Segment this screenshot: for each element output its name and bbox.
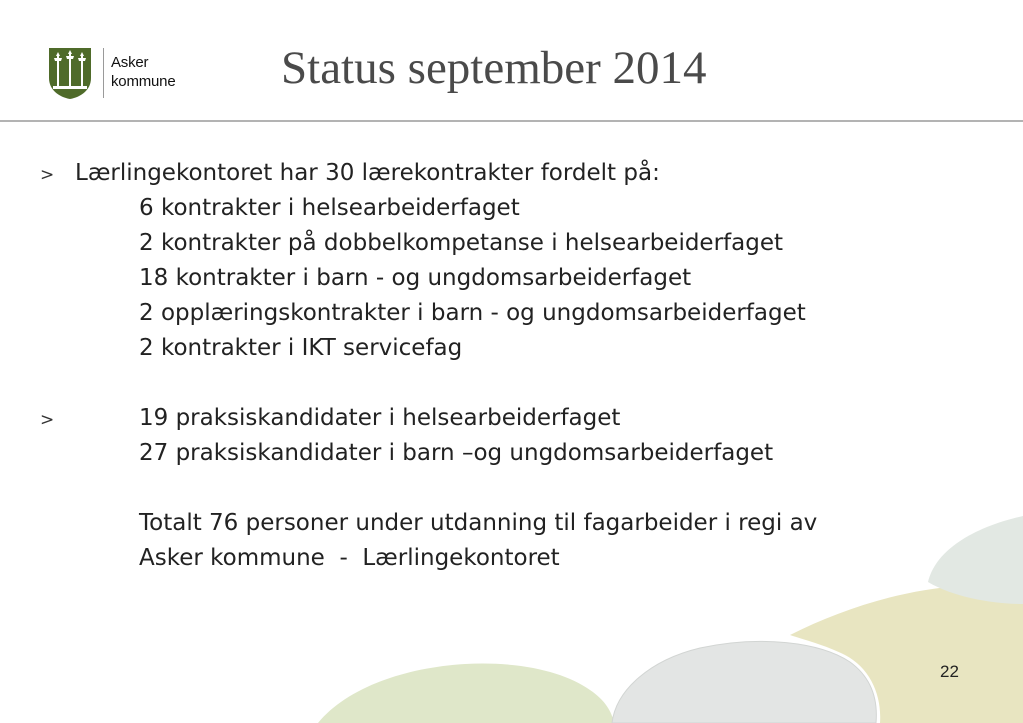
section1-item-4: 2 opplæringskontrakter i barn - og ungdomsarbeiderfaget — [139, 300, 806, 326]
decorative-blob-grey — [612, 641, 876, 723]
section1-item-5: 2 kontrakter i IKT servicefag — [139, 335, 463, 361]
summary-line-2: Asker kommune - Lærlingekontoret — [139, 545, 560, 571]
logo-line-kommune: kommune — [111, 73, 176, 90]
section1-item-2: 2 kontrakter på dobbelkompetanse i helsearbeiderfaget — [139, 230, 783, 256]
logo-line-asker: Asker — [111, 54, 149, 71]
bullet-marker-2: > — [40, 410, 55, 430]
bullet-marker-1: > — [40, 165, 55, 185]
logo-wordmark — [111, 53, 175, 91]
logo-divider — [103, 48, 104, 98]
asker-kommune-emblem-icon — [47, 46, 93, 100]
decorative-blob-green — [318, 664, 614, 723]
section2-item-1: 19 praksiskandidater i helsearbeiderfaget — [139, 405, 621, 431]
header-divider — [0, 120, 1023, 122]
asker-kommune-logo — [47, 46, 187, 102]
slide-number: 22 — [940, 662, 959, 681]
summary-line-1: Totalt 76 personer under utdanning til fagarbeider i regi av — [139, 510, 818, 536]
slide-title: Status september 2014 — [281, 42, 707, 94]
section1-heading: Lærlingekontoret har 30 lærekontrakter fordelt på: — [75, 160, 660, 186]
section2-item-2: 27 praksiskandidater i barn –og ungdomsarbeiderfaget — [139, 440, 774, 466]
section1-item-3: 18 kontrakter i barn - og ungdomsarbeiderfaget — [139, 265, 692, 291]
section1-item-1: 6 kontrakter i helsearbeiderfaget — [139, 195, 520, 221]
